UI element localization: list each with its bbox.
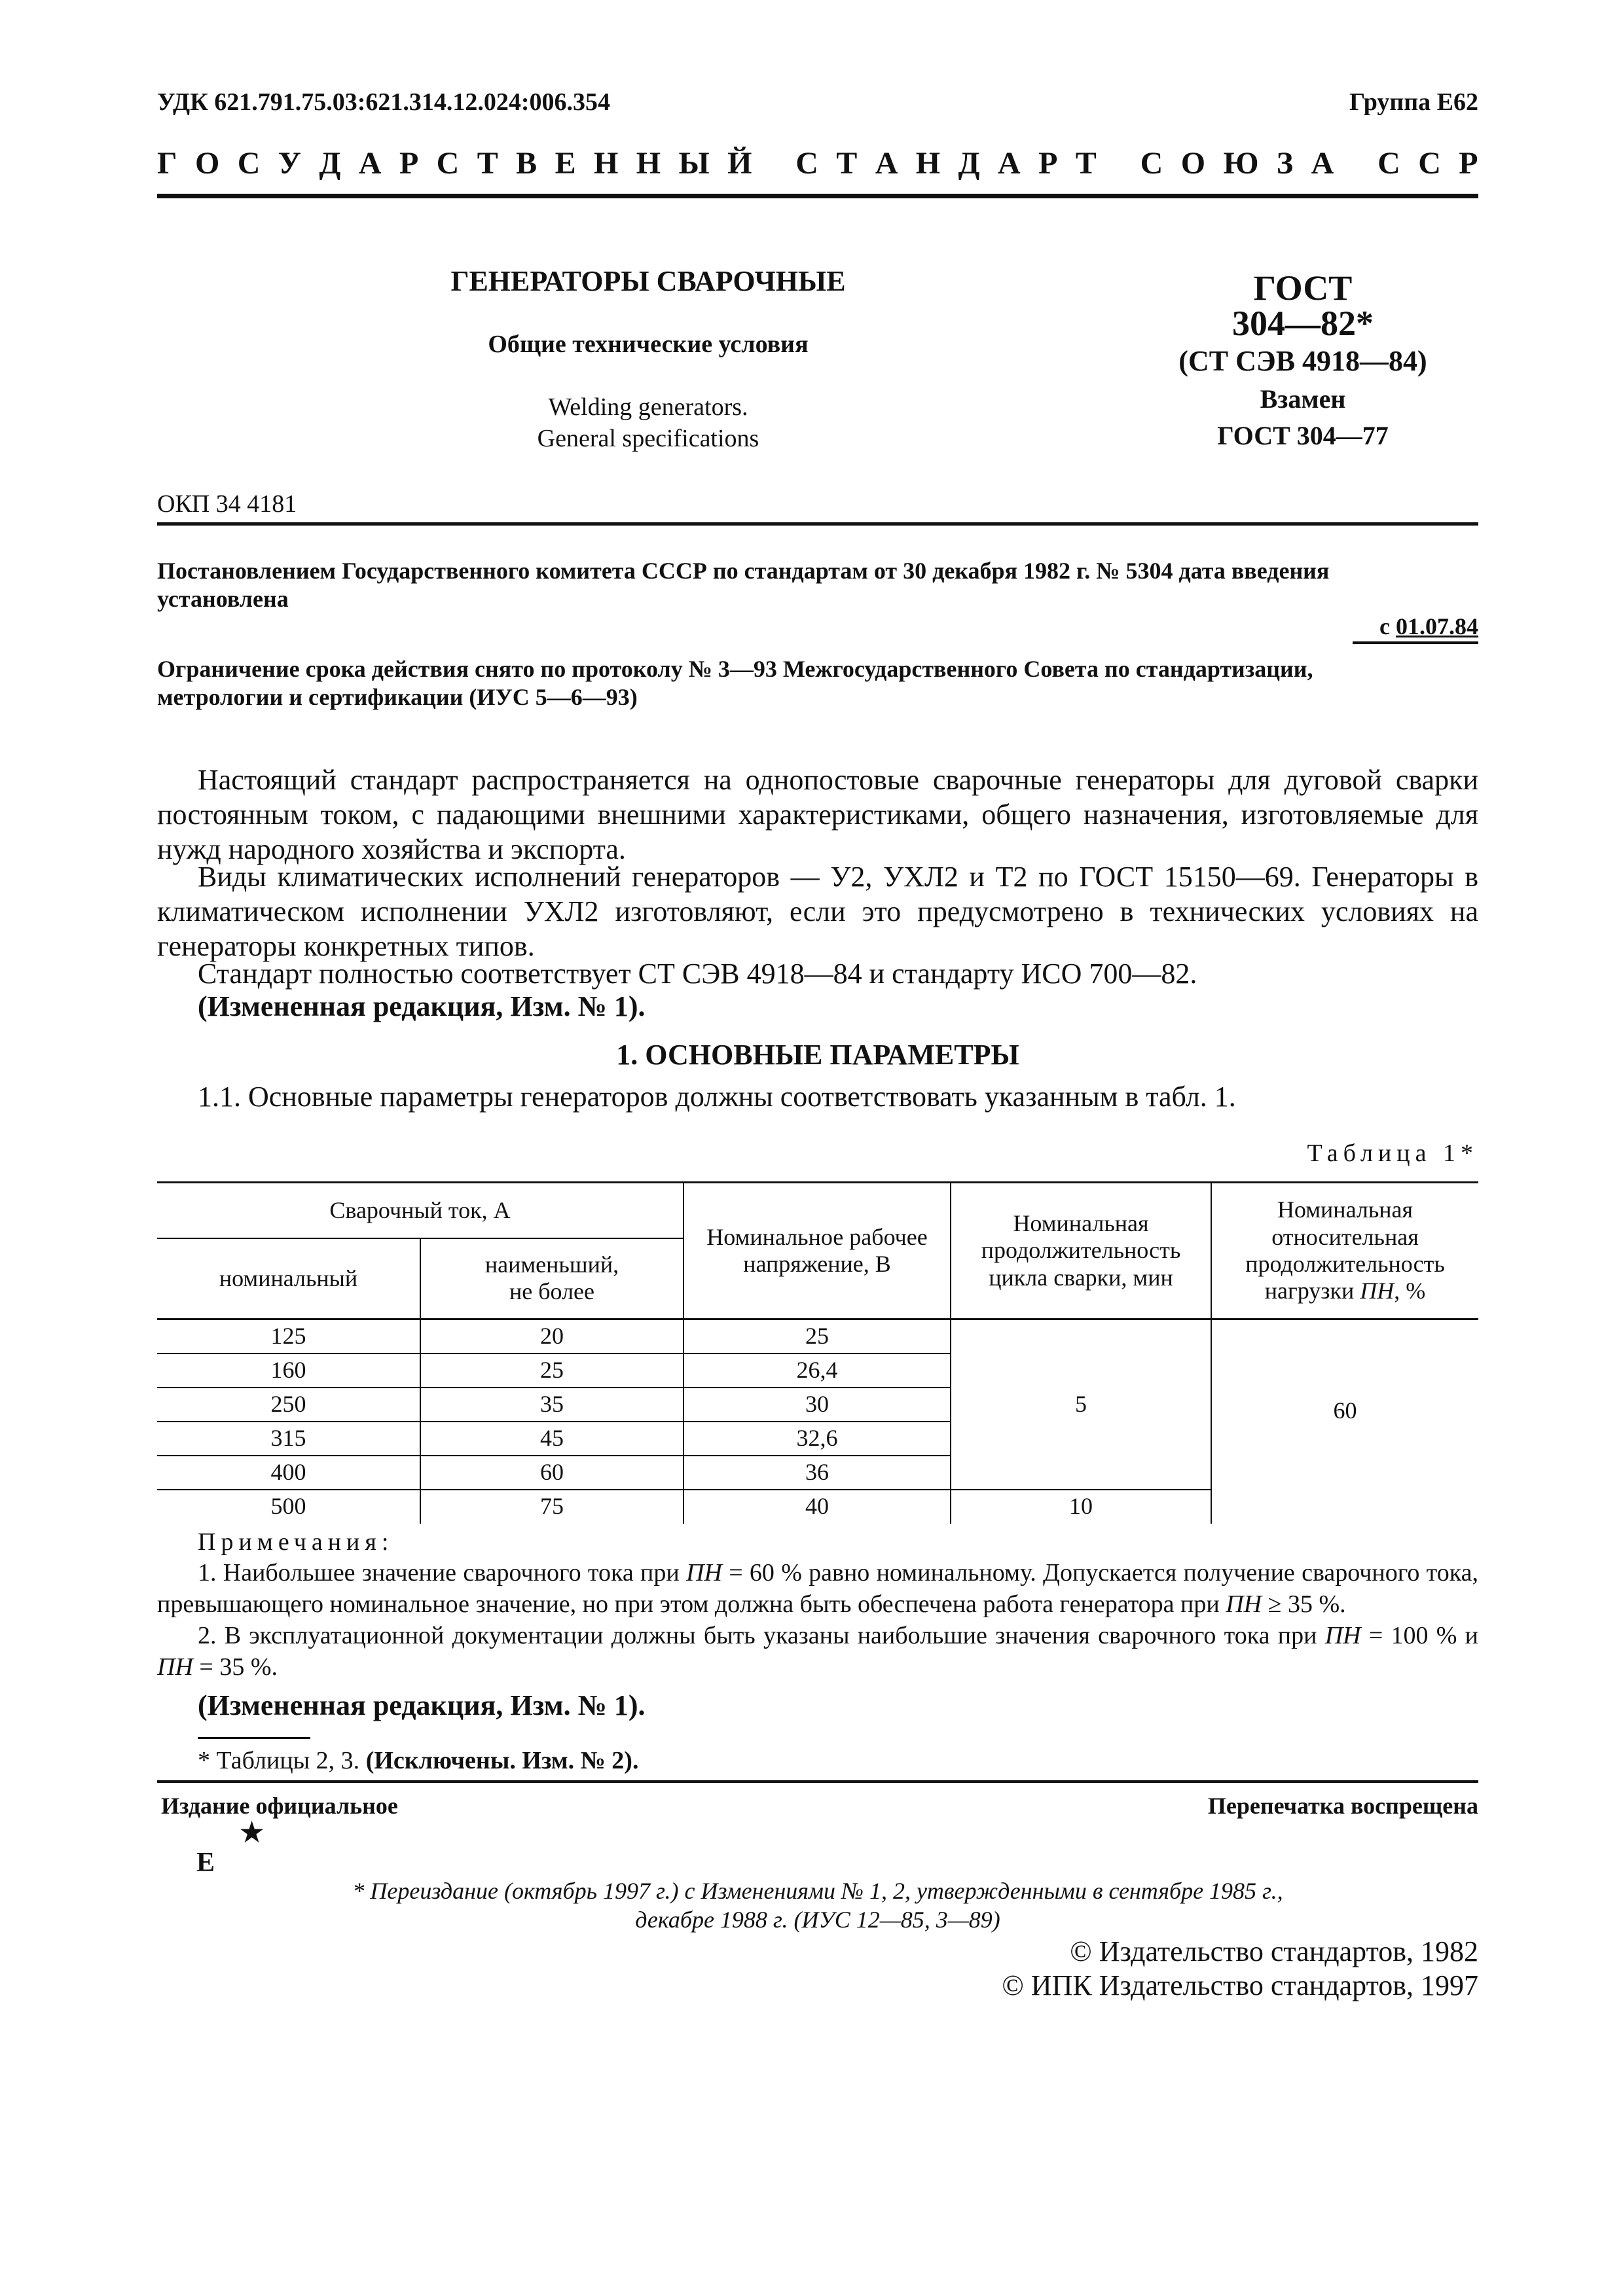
gov-title-letter <box>1114 145 1122 181</box>
star-icon: ★ <box>238 1816 266 1849</box>
header-load-line-4 <box>1212 1278 1478 1304</box>
amendment-note-1: (Измененная редакция, Изм. № 1). <box>198 990 646 1022</box>
gov-title-letter: Й <box>727 146 752 181</box>
cell-voltage: 32,6 <box>684 1422 951 1456</box>
gov-title-letter: Д <box>319 146 341 181</box>
english-title-1: Welding generators. <box>548 393 748 421</box>
limit-line-1: Ограничение срока действия снято по протоколу № 3—93 Межгосударственного Совета по стандартизации, <box>157 656 1313 682</box>
doc-title: ГЕНЕРАТОРЫ СВАРОЧНЫЕ <box>450 265 846 297</box>
cell-cycle-10: 10 <box>951 1490 1211 1524</box>
gov-title-letter: О <box>1180 146 1206 181</box>
official-edition: Издание официальное <box>161 1793 398 1819</box>
parameters-table <box>157 1181 1478 1524</box>
cell-min: 75 <box>420 1490 684 1524</box>
header-cycle-line-1: Номинальная <box>1013 1210 1149 1236</box>
gov-title-letter: Т <box>477 146 498 181</box>
header-min-line-2: не более <box>509 1278 594 1305</box>
cell-min: 60 <box>420 1456 684 1490</box>
footnote-text: * Таблицы 2, 3. <box>198 1747 366 1774</box>
decree-date <box>1379 612 1478 641</box>
note-1-pn: ПН <box>1226 1590 1262 1618</box>
paragraph-conformity: Стандарт полностью соответствует СТ СЭВ 4918—84 и стандарту ИСО 700—82. <box>198 958 1197 990</box>
table-caption: Таблица 1* <box>1307 1139 1478 1167</box>
header-load-pn: ПН <box>1360 1278 1395 1304</box>
introduction-date: 01.07.84 <box>1396 613 1478 639</box>
footnote-excluded: (Исключены. Изм. № 2). <box>365 1747 639 1774</box>
gov-title-letter: Р <box>399 146 419 181</box>
cell-voltage: 25 <box>684 1319 951 1354</box>
cell-voltage: 26,4 <box>684 1354 951 1388</box>
clause-1-1: 1.1. Основные параметры генераторов должны соответствовать указанным в табл. 1. <box>198 1081 1236 1113</box>
gov-title-letter: Ы <box>678 146 710 181</box>
gov-title-letter: С <box>795 146 818 181</box>
header-load-line-3: продолжительность <box>1245 1251 1445 1277</box>
replaced-gost: ГОСТ 304—77 <box>1217 421 1389 450</box>
note-1-text-b: = 60 % равно номинальному. Допускается получение сварочного тока, превышающего номинальное значение, но при этом должна быть обеспечена работа генератора при <box>157 1559 1479 1618</box>
header-welding-current: Сварочный ток, А <box>157 1183 684 1238</box>
date-rule <box>1353 641 1478 644</box>
st-sev-number: (СТ СЭВ 4918—84) <box>1178 345 1427 377</box>
footer-rule <box>157 1780 1478 1783</box>
decree-line-1: Постановлением Государственного комитета СССР по стандартам от 30 декабря 1982 г. № 5304 дата введения <box>157 558 1330 584</box>
cell-min: 25 <box>420 1354 684 1388</box>
section-heading-1: 1. ОСНОВНЫЕ ПАРАМЕТРЫ <box>616 1039 1019 1071</box>
cell-nominal: 160 <box>157 1354 420 1388</box>
header-load-line-1: Номинальная <box>1277 1196 1413 1223</box>
cell-voltage: 30 <box>684 1388 951 1422</box>
gov-title-letter: Р <box>1038 146 1058 181</box>
cell-min: 20 <box>420 1319 684 1354</box>
gov-title-letter: А <box>875 146 898 181</box>
cell-nominal: 500 <box>157 1490 420 1524</box>
header-voltage <box>684 1183 951 1319</box>
cell-load-60: 60 <box>1333 1397 1357 1424</box>
header-cycle-line-3: цикла сварки, мин <box>989 1264 1173 1291</box>
reissue-line-2: декабре 1988 г. (ИУС 12—85, 3—89) <box>635 1907 1000 1933</box>
group-code: Группа Е62 <box>1349 88 1478 116</box>
gov-title-letter: А <box>997 146 1021 181</box>
cell-nominal: 400 <box>157 1456 420 1490</box>
header-load <box>1211 1183 1478 1319</box>
gov-title-letter: С <box>1140 146 1163 181</box>
header-cycle-line-2: продолжительность <box>981 1237 1181 1264</box>
note-2-text-a: 2. В эксплуатационной документации должны быть указаны наибольшие значения сварочного тока при <box>198 1622 1325 1649</box>
gov-title-letter: Т <box>836 146 858 181</box>
reprint-prohibited: Перепечатка воспрещена <box>1207 1793 1478 1819</box>
gov-title-letter: С <box>436 146 460 181</box>
gov-title-letter: С <box>237 146 261 181</box>
gov-title-letter: Г <box>157 146 177 181</box>
header-load-post: , % <box>1394 1278 1426 1304</box>
udk-code: УДК 621.791.75.03:621.314.12.024:006.354 <box>157 88 611 116</box>
gov-title-letter <box>770 145 778 181</box>
cell-cycle-5: 5 <box>951 1319 1211 1490</box>
header-voltage-line-1: Номинальное рабочее <box>706 1223 928 1250</box>
note-1-text-a: 1. Наибольшее значение сварочного тока при <box>198 1559 687 1587</box>
gov-title-letter: Е <box>555 146 576 181</box>
gov-title-letter: Р <box>1459 146 1478 181</box>
note-1 <box>157 1558 1478 1620</box>
note-2 <box>157 1621 1478 1683</box>
note-2-text-c: = 35 %. <box>192 1653 278 1681</box>
english-title-2: General specifications <box>537 425 759 452</box>
cell-voltage: 36 <box>684 1456 951 1490</box>
footnote-rule <box>198 1737 310 1739</box>
header-nominal: номинальный <box>157 1238 420 1319</box>
note-1-pn: ПН <box>686 1559 722 1587</box>
note-2-pn: ПН <box>1324 1622 1361 1649</box>
gov-title-letter: С <box>1377 146 1400 181</box>
gov-title-letter: С <box>1418 146 1441 181</box>
cell-nominal: 250 <box>157 1388 420 1422</box>
replaces-label: Взамен <box>1260 384 1346 414</box>
reissue-line-1: * Переиздание (октябрь 1997 г.) с Изменениями № 1, 2, утвержденными в сентябре 1985 г., <box>352 1878 1283 1904</box>
cell-min: 35 <box>420 1388 684 1422</box>
gov-title-letter: Н <box>594 146 619 181</box>
note-1-text-c: ≥ 35 %. <box>1262 1590 1346 1618</box>
gov-title-letter <box>1352 145 1360 181</box>
gov-title-letter: Д <box>958 146 980 181</box>
header-min <box>420 1238 684 1319</box>
cell-min: 45 <box>420 1422 684 1456</box>
doc-subtitle: Общие технические условия <box>488 331 809 358</box>
header-min-line-1: наименьший, <box>484 1251 619 1278</box>
cell-nominal: 125 <box>157 1319 420 1354</box>
gov-standard-title <box>157 145 1478 181</box>
note-2-pn: ПН <box>157 1653 193 1681</box>
okp-code: ОКП 34 4181 <box>157 490 297 518</box>
note-2-text-b: = 100 % и <box>1360 1622 1478 1649</box>
cell-voltage: 40 <box>684 1490 951 1524</box>
gov-title-letter: Т <box>1075 146 1097 181</box>
header-cycle <box>951 1183 1211 1319</box>
copyright-1982: © Издательство стандартов, 1982 <box>1070 1935 1478 1967</box>
header-rule <box>157 194 1478 198</box>
header-load-line-2: относительная <box>1271 1223 1419 1250</box>
footnote <box>198 1746 638 1775</box>
paragraph-scope: Настоящий стандарт распространяется на однопостовые сварочные генераторы для дуговой сварки постоянным током, с падающими внешними характеристиками, общего назначения, изготовляемые для нужд народного хозяйства и экспорта. <box>157 764 1478 865</box>
gost-number: 304—82* <box>1232 304 1374 343</box>
gov-title-letter: А <box>1311 146 1334 181</box>
cell-nominal: 315 <box>157 1422 420 1456</box>
header-voltage-line-2: напряжение, В <box>743 1251 891 1277</box>
amendment-note-2: (Измененная редакция, Изм. № 1). <box>198 1689 646 1721</box>
notes-title: Примечания: <box>198 1528 394 1556</box>
date-prefix: с <box>1379 613 1390 639</box>
gov-title-letter: З <box>1276 146 1294 181</box>
gov-title-letter: Н <box>915 146 941 181</box>
paragraph-climate: Виды климатических исполнений генераторов — У2, УХЛ2 и Т2 по ГОСТ 15150—69. Генераторы в климатическом исполнении УХЛ2 изготовляют, если это предусмотрено в технических условиях на генераторы конкретных типов. <box>157 861 1478 962</box>
gov-title-letter: Ю <box>1223 146 1259 181</box>
gov-title-letter: О <box>194 146 220 181</box>
gost-label: ГОСТ <box>1253 268 1353 308</box>
header-load-pre: нагрузки <box>1264 1278 1360 1304</box>
gov-title-letter: У <box>278 146 302 181</box>
gov-title-letter: А <box>358 146 382 181</box>
title-rule <box>157 522 1478 526</box>
copyright-1997: © ИПК Издательство стандартов, 1997 <box>1002 1969 1478 2001</box>
decree-line-2: установлена <box>157 586 289 612</box>
edition-letter: Е <box>196 1848 215 1878</box>
gov-title-letter: Н <box>636 146 661 181</box>
gov-title-letter: В <box>516 146 538 181</box>
limit-line-2: метрологии и сертификации (ИУС 5—6—93) <box>157 684 638 710</box>
